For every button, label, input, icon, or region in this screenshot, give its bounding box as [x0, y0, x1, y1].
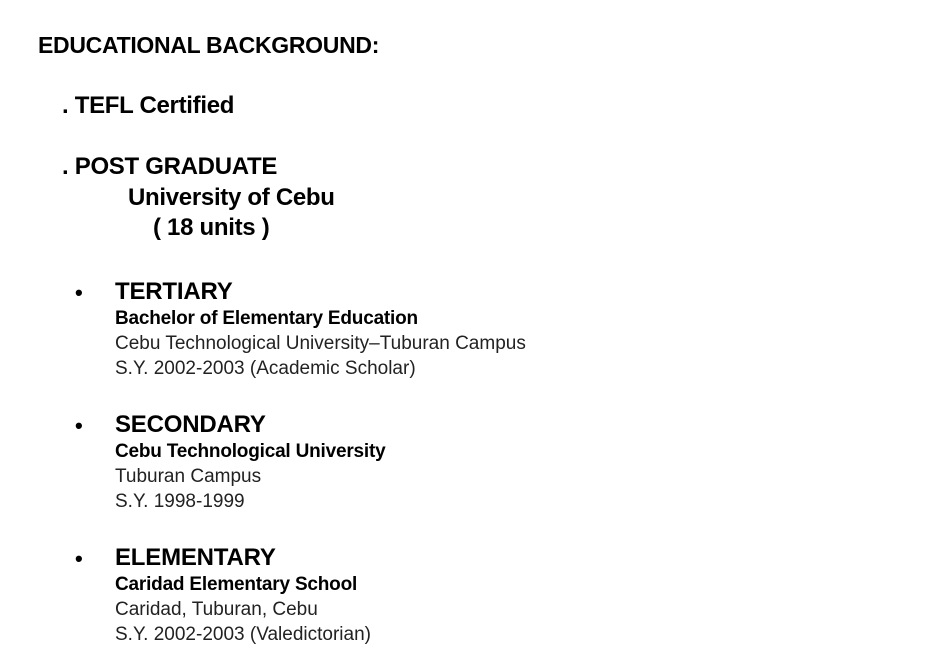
level-school: Caridad Elementary School: [115, 574, 358, 595]
level-school-year: S.Y. 1998-1999: [115, 491, 245, 512]
level-title: SECONDARY: [115, 411, 266, 438]
level-school-year: S.Y. 2002-2003 (Valedictorian): [115, 624, 371, 645]
level-detail: Caridad, Tuburan, Cebu: [115, 599, 318, 620]
tefl-certification: . TEFL Certified: [62, 92, 235, 119]
bullet-icon: •: [75, 413, 83, 438]
level-title: ELEMENTARY: [115, 544, 276, 571]
level-school: Cebu Technological University: [115, 441, 386, 462]
bullet-icon: •: [75, 546, 83, 571]
post-graduate-units: ( 18 units ): [153, 214, 270, 241]
level-detail: Cebu Technological University–Tuburan Campus: [115, 333, 526, 354]
post-graduate-label: . POST GRADUATE: [62, 153, 278, 180]
level-content: [115, 544, 371, 647]
post-graduate-school: University of Cebu: [128, 184, 335, 211]
level-detail: Tuburan Campus: [115, 466, 262, 487]
level-title: TERTIARY: [115, 278, 233, 305]
section-heading: EDUCATIONAL BACKGROUND:: [38, 32, 380, 58]
level-content: [115, 278, 526, 381]
bullet-icon: •: [75, 280, 83, 305]
level-school-year: S.Y. 2002-2003 (Academic Scholar): [115, 358, 416, 379]
level-content: [115, 411, 385, 514]
level-school: Bachelor of Elementary Education: [115, 308, 418, 329]
